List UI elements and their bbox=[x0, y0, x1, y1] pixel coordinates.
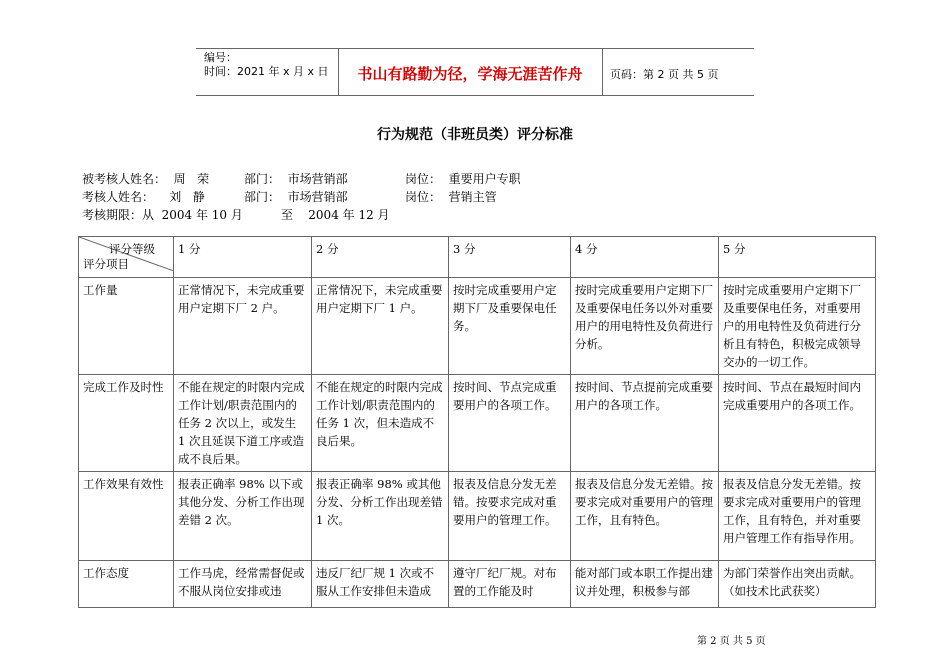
criteria-text: 工作马虎，经常需督促或不服从岗位安排或违 bbox=[178, 566, 305, 598]
criteria-cell: 正常情况下，未完成重要用户定期下厂 2 户。 bbox=[174, 278, 312, 375]
criteria-cell: 按时完成重要用户定期下厂及重要保电任务。 bbox=[449, 278, 571, 375]
criteria-cell: 按时完成重要用户定期下厂及重要保电任务，对重要用户的用电特性及负荷进行分析且有特色，积极完成领导交办的一切工作。 bbox=[719, 278, 876, 375]
criteria-text: 违反厂纪厂规 1 次或不服从工作安排但未造成 bbox=[316, 566, 435, 598]
grade-axis-label: 评分等级 bbox=[109, 242, 155, 256]
grade-header: 2 分 bbox=[312, 237, 449, 278]
criteria-cell: 报表正确率 98% 或其他分发、分析工作出现差错 1 次。 bbox=[312, 472, 449, 561]
criteria-cell bbox=[312, 561, 449, 608]
item-label bbox=[79, 561, 174, 608]
grade-header: 1 分 bbox=[174, 237, 312, 278]
assessor-department: 部门： 市场营销部 bbox=[244, 190, 348, 204]
criteria-cell bbox=[719, 561, 876, 608]
assessor-position: 岗位： 营销主管 bbox=[405, 190, 497, 204]
number-label: 编号： bbox=[204, 51, 237, 64]
criteria-text: 为部门荣誉作出突出贡献。（如技术比武获奖） bbox=[723, 566, 861, 598]
criteria-cell: 不能在规定的时限内完成工作计划/职责范围内的任务 2 次以上，或发生 1 次且延误下道工序或造成不良后果。 bbox=[174, 375, 312, 472]
page-header bbox=[196, 48, 754, 96]
scoring-table bbox=[78, 236, 876, 608]
item-label: 完成工作及时性 bbox=[79, 375, 174, 472]
table-row bbox=[79, 375, 876, 472]
criteria-cell: 报表及信息分发无差错。按要求完成对重要用户的管理工作。 bbox=[449, 472, 571, 561]
criteria-cell: 报表及信息分发无差错。按要求完成对重要用户的管理工作，且有特色，并对重要用户管理工作有指导作用。 bbox=[719, 472, 876, 561]
criteria-text: 遵守厂纪厂规。对布置的工作能及时 bbox=[453, 566, 557, 598]
header-motto: 书山有路勤为径，学海无涯苦作舟 bbox=[357, 65, 583, 83]
criteria-cell bbox=[174, 561, 312, 608]
assessee-department: 部门： 市场营销部 bbox=[244, 172, 348, 186]
page-number-label: 页码：第 2 页 共 5 页 bbox=[610, 68, 719, 81]
item-text: 工作态度 bbox=[83, 566, 129, 580]
page-footer: 第 2 页 共 5 页 bbox=[697, 636, 766, 647]
grade-header-row bbox=[79, 237, 876, 278]
criteria-cell bbox=[571, 561, 719, 608]
criteria-cell: 不能在规定的时限内完成工作计划/职责范围内的任务 1 次，但未造成不良后果。 bbox=[312, 375, 449, 472]
item-label: 工作量 bbox=[79, 278, 174, 375]
time-label: 时间：2021 年 x 月 x 日 bbox=[204, 65, 329, 78]
criteria-cell: 按时间、节点提前完成重要用户的各项工作。 bbox=[571, 375, 719, 472]
item-label: 工作效果有效性 bbox=[79, 472, 174, 561]
criteria-cell: 正常情况下，未完成重要用户定期下厂 1 户。 bbox=[312, 278, 449, 375]
table-row bbox=[79, 561, 876, 608]
assessee-name: 被考核人姓名： 周 荣 bbox=[82, 172, 210, 186]
item-axis-label: 评分项目 bbox=[83, 257, 129, 271]
criteria-cell: 按时间、节点完成重要用户的各项工作。 bbox=[449, 375, 571, 472]
criteria-cell: 按时完成重要用户定期下厂及重要保电任务以外对重要用户的用电特性及负荷进行分析。 bbox=[571, 278, 719, 375]
assessor-name: 考核人姓名： 刘 静 bbox=[82, 190, 205, 204]
criteria-text: 能对部门或本职工作提出建议并处理，积极参与部 bbox=[575, 566, 713, 598]
table-row bbox=[79, 278, 876, 375]
assessment-period: 考核期限：从 2004 年 10 月 至 2004 年 12 月 bbox=[82, 208, 390, 222]
criteria-cell: 报表正确率 98% 以下或其他分发、分析工作出现差错 2 次。 bbox=[174, 472, 312, 561]
criteria-cell: 报表及信息分发无差错。按要求完成对重要用户的管理工作，且有特色。 bbox=[571, 472, 719, 561]
header-divider bbox=[602, 49, 603, 95]
header-meta bbox=[204, 51, 329, 79]
assessee-position: 岗位： 重要用户专职 bbox=[405, 172, 521, 186]
diagonal-header-cell bbox=[79, 237, 174, 278]
grade-header: 5 分 bbox=[719, 237, 876, 278]
grade-header: 4 分 bbox=[571, 237, 719, 278]
document-title: 行为规范（非班员类）评分标准 bbox=[377, 127, 573, 143]
grade-header: 3 分 bbox=[449, 237, 571, 278]
criteria-cell: 按时间、节点在最短时间内完成重要用户的各项工作。 bbox=[719, 375, 876, 472]
criteria-cell bbox=[449, 561, 571, 608]
table-row bbox=[79, 472, 876, 561]
